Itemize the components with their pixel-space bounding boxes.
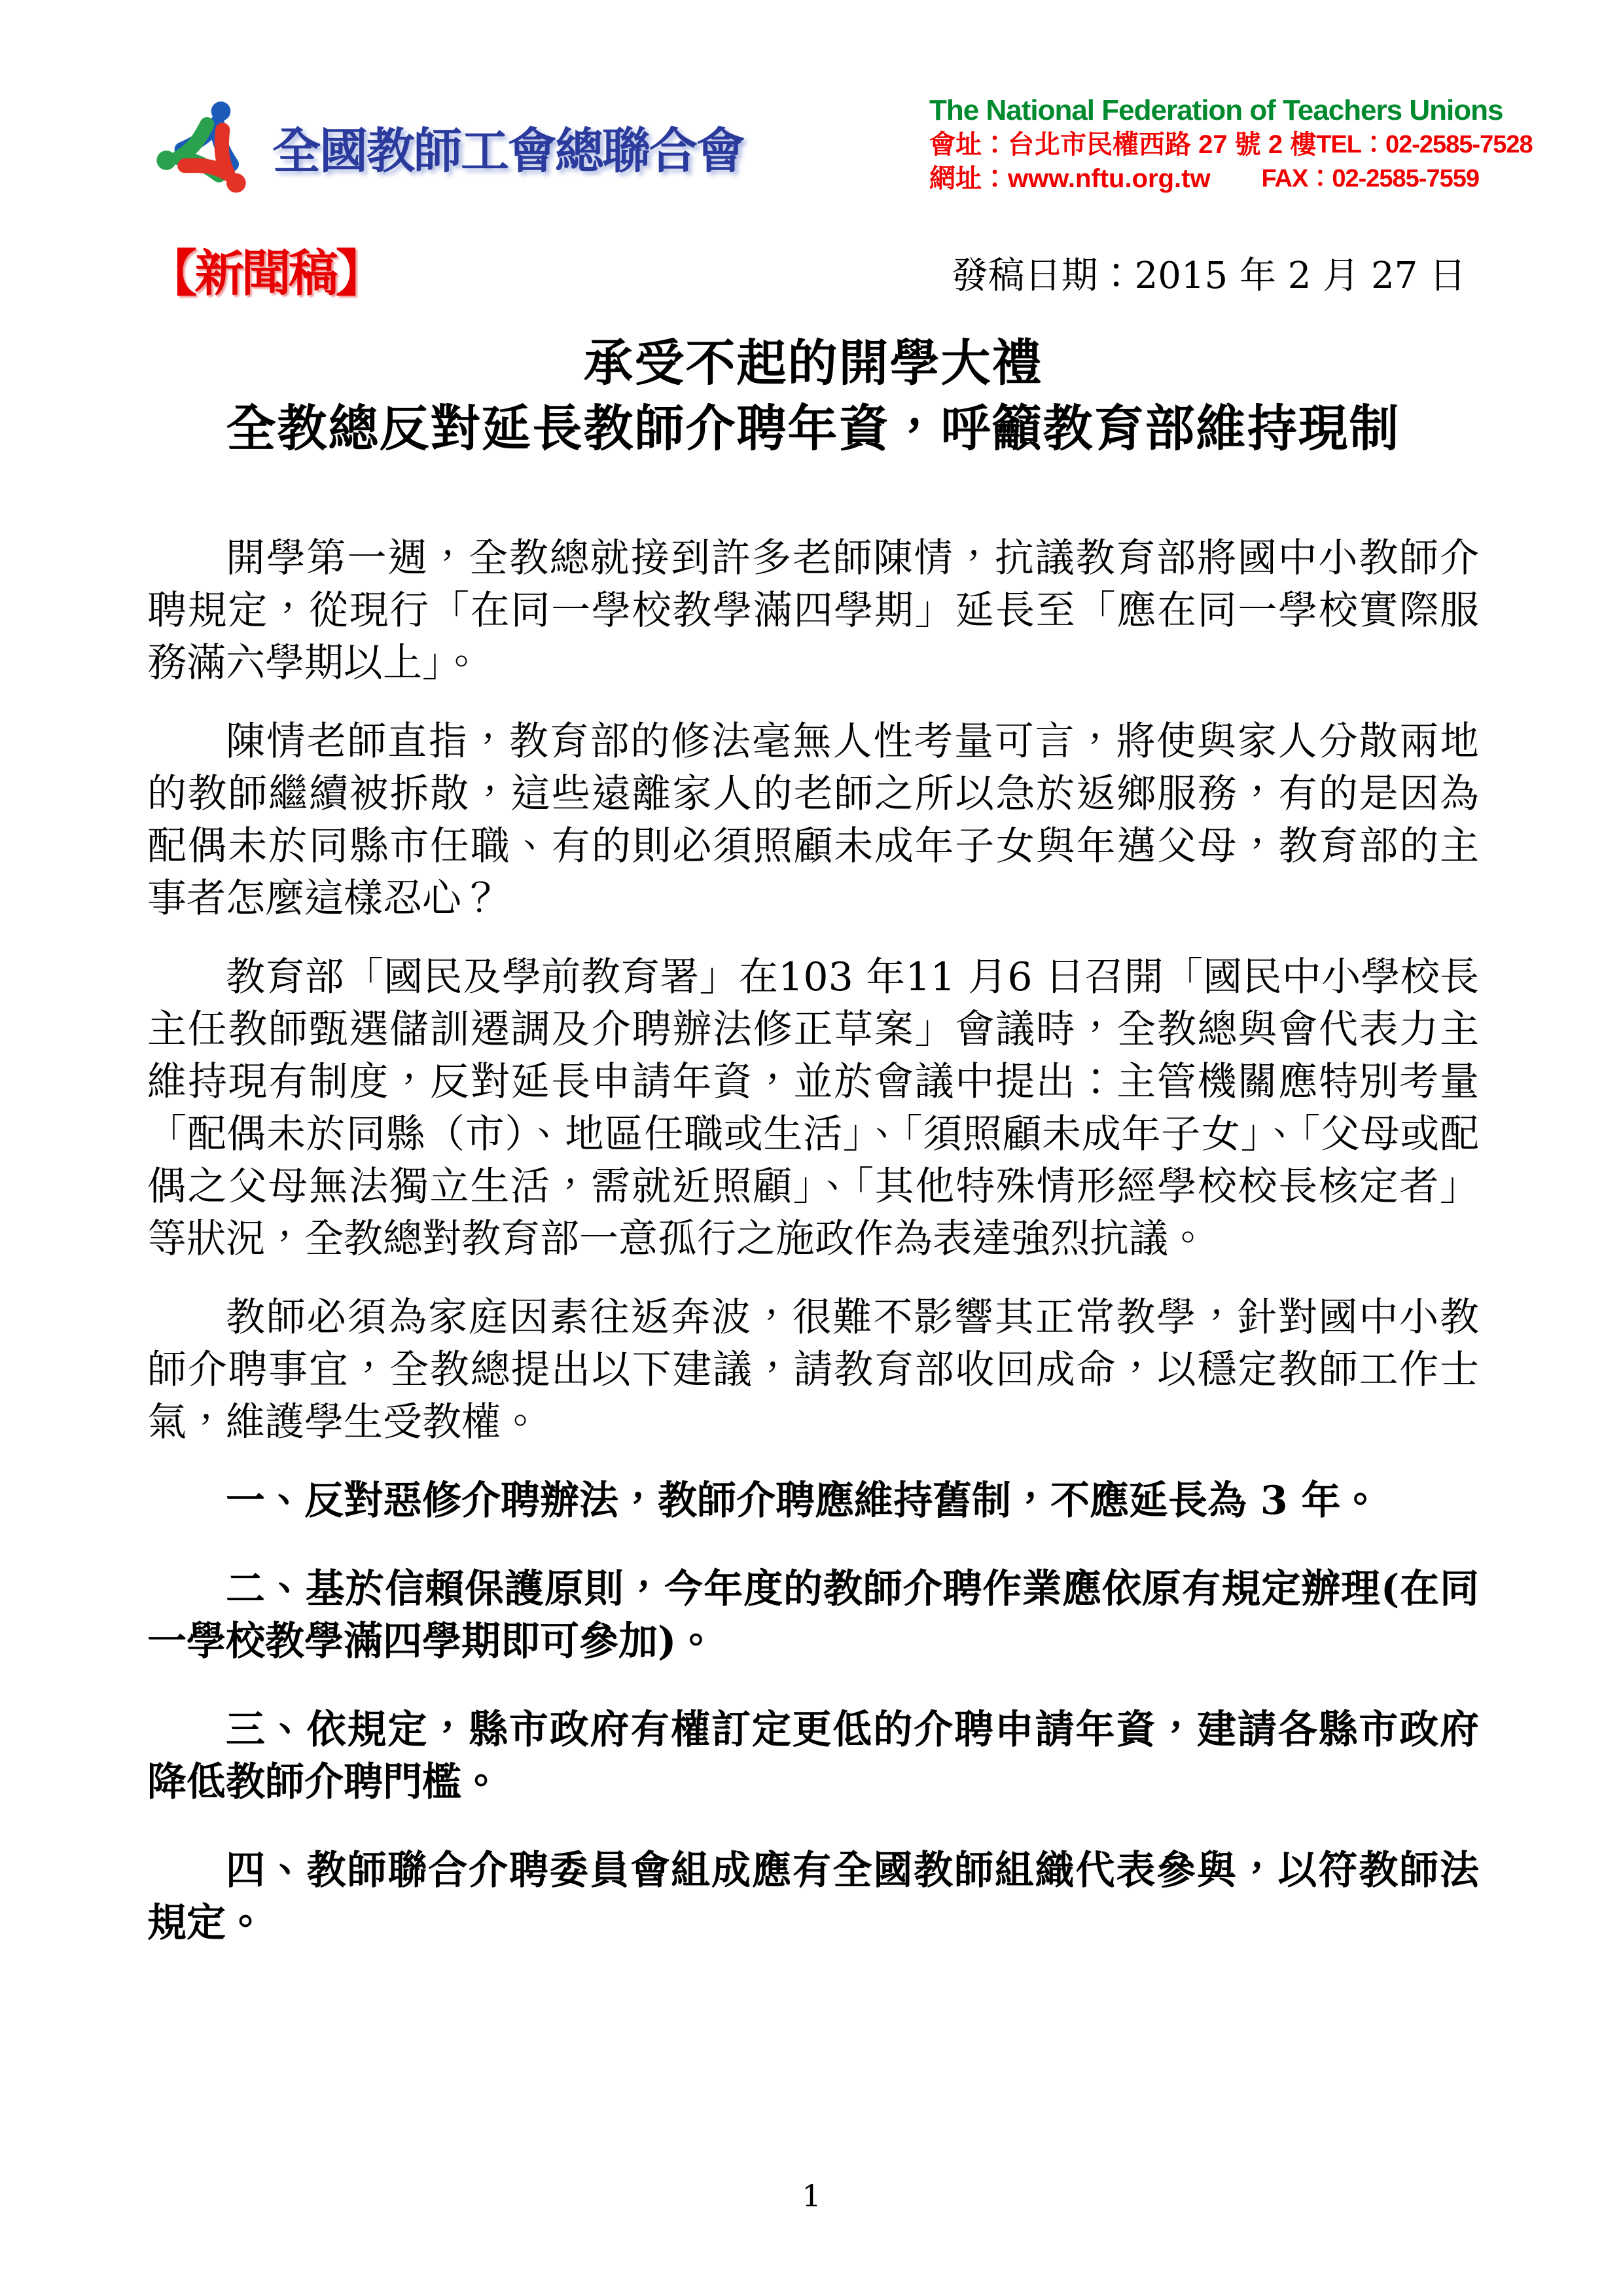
page-header — [147, 82, 1533, 213]
recommendation-item-3: 三、依規定，縣市政府有權訂定更低的介聘申請年資，建請各縣市政府降低教師介聘門檻。 — [147, 1707, 1479, 1805]
title-line-1: 承受不起的開學大禮 — [583, 334, 1043, 392]
press-release-tag: 【新聞稿】 — [147, 244, 383, 302]
doc-meta-row — [147, 244, 1479, 303]
contact-row-address — [929, 128, 1533, 162]
document-title — [147, 331, 1479, 461]
org-fax: FAX：02-2585-7559 — [1261, 165, 1479, 192]
title-line-2: 全教總反對延長教師介聘年資，呼籲教育部維持現制 — [226, 399, 1400, 457]
org-name-en: The National Federation of Teachers Unions — [929, 94, 1503, 126]
paragraph: 陳情老師直指，教育部的修法毫無人性考量可言，將使與家人分散兩地的教師繼續被拆散，這些遠離家人的老師之所以急於返鄉服務，有的是因為配偶未於同縣市任職、有的則必須照顧未成年子女與年邁父母，教育部的主事者怎麼這樣忍心？ — [147, 719, 1479, 922]
org-name-zh: 全國教師工會總聯合會 — [272, 123, 743, 179]
recommendation-item-1: 一、反對惡修介聘辦法，教師介聘應維持舊制，不應延長為 3 年。 — [226, 1478, 1380, 1524]
org-logo-icon — [147, 82, 268, 213]
recommendation-item-4: 四、教師聯合介聘委員會組成應有全國教師組織代表參與，以符教師法規定。 — [147, 1848, 1479, 1946]
paragraph: 開學第一週，全教總就接到許多老師陳情，抗議教育部將國中小教師介聘規定，從現行「在同一學校教學滿四學期」延長至「應在同一學校實際服務滿六學期以上」。 — [147, 535, 1479, 686]
document-body — [147, 532, 1479, 1949]
org-contact-block — [929, 94, 1533, 196]
release-date: 發稿日期：2015 年 2 月 27 日 — [951, 255, 1466, 297]
paragraph: 教師必須為家庭因素往返奔波，很難不影響其正常教學，針對國中小教師介聘事宜，全教總提出以下建議，請教育部收回成命，以穩定教師工作士氣，維護學生受教權。 — [147, 1295, 1479, 1445]
org-address: 會址：台北市民權西路 27 號 2 樓 — [929, 130, 1317, 159]
org-website: 網址：www.nftu.org.tw — [929, 164, 1211, 193]
contact-row-web — [929, 162, 1479, 196]
paragraph: 教育部「國民及學前教育署」在103 年11 月6 日召開「國民中小學校長主任教師甄選儲訓遷調及介聘辦法修正草案」會議時，全教總與會代表力主維持現有制度，反對延長申請年資，並於會議中提出：主管機關應特別考量「配偶未於同縣（市）、地區任職或生活」、「須照顧未成年子女」、「父母或配偶之父母無法獨立生活，需就近照顧」、「其他特殊情形經學校校長核定者」等狀況，全教總對教育部一意孤行之施政作為表達強烈抗議。 — [147, 954, 1479, 1262]
org-logo — [147, 82, 743, 213]
recommendation-item-2: 二、基於信賴保護原則，今年度的教師介聘作業應依原有規定辦理(在同一學校教學滿四學期即可參加)。 — [147, 1566, 1479, 1664]
page-number: 1 — [802, 2178, 821, 2214]
org-tel: TEL：02-2585-7528 — [1316, 131, 1533, 158]
